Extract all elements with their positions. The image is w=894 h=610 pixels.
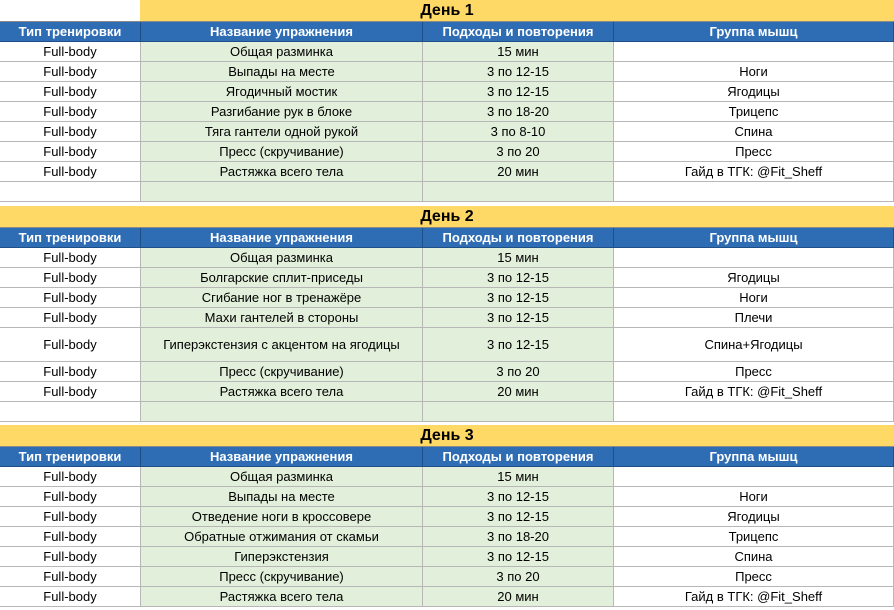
sets-cell: 3 по 12-15 [423,308,614,328]
column-header: Название упражнения [141,447,423,467]
exercise-cell: Растяжка всего тела [141,382,423,402]
type-cell: Full-body [0,547,141,567]
muscles-cell: Пресс [614,142,894,162]
column-header: Группа мышц [614,228,894,248]
sets-cell: 3 по 18-20 [423,527,614,547]
column-header: Название упражнения [141,228,423,248]
exercise-cell: Растяжка всего тела [141,587,423,607]
exercise-cell: Общая разминка [141,42,423,62]
muscles-cell: Ягодицы [614,82,894,102]
type-cell: Full-body [0,288,141,308]
type-cell: Full-body [0,362,141,382]
muscles-cell: Ноги [614,288,894,308]
type-cell: Full-body [0,82,141,102]
sets-cell: 3 по 18-20 [423,102,614,122]
exercise-cell: Гиперэкстензия [141,547,423,567]
exercise-cell: Общая разминка [141,248,423,268]
column-header: Группа мышц [614,447,894,467]
type-cell: Full-body [0,268,141,288]
muscles-cell: Плечи [614,308,894,328]
muscles-cell [614,42,894,62]
muscles-cell [614,402,894,422]
column-header: Тип тренировки [0,447,141,467]
sets-cell: 20 мин [423,162,614,182]
type-cell: Full-body [0,527,141,547]
type-cell: Full-body [0,248,141,268]
exercise-cell: Пресс (скручивание) [141,142,423,162]
sets-cell: 3 по 8-10 [423,122,614,142]
exercise-cell: Общая разминка [141,467,423,487]
exercise-cell: Отведение ноги в кроссовере [141,507,423,527]
exercise-cell: Ягодичный мостик [141,82,423,102]
muscles-cell: Спина+Ягодицы [614,328,894,362]
exercise-cell: Пресс (скручивание) [141,567,423,587]
sets-cell: 3 по 12-15 [423,62,614,82]
type-cell [0,182,141,202]
type-cell: Full-body [0,62,141,82]
type-cell: Full-body [0,382,141,402]
exercise-cell [141,182,423,202]
sets-cell [423,182,614,202]
sets-cell [423,402,614,422]
column-header: Группа мышц [614,22,894,42]
exercise-cell: Растяжка всего тела [141,162,423,182]
sets-cell: 3 по 12-15 [423,487,614,507]
exercise-cell: Выпады на месте [141,62,423,82]
column-header: Подходы и повторения [423,22,614,42]
type-cell: Full-body [0,102,141,122]
exercise-cell: Гиперэкстензия с акцентом на ягодицы [141,328,423,362]
sets-cell: 3 по 12-15 [423,507,614,527]
sets-cell: 15 мин [423,248,614,268]
type-cell [0,402,141,422]
exercise-cell: Сгибание ног в тренажёре [141,288,423,308]
exercise-cell: Махи гантелей в стороны [141,308,423,328]
type-cell: Full-body [0,42,141,62]
type-cell: Full-body [0,122,141,142]
sets-cell: 3 по 20 [423,567,614,587]
muscles-cell: Спина [614,547,894,567]
column-header: Подходы и повторения [423,447,614,467]
sets-cell: 20 мин [423,382,614,402]
type-cell: Full-body [0,567,141,587]
type-cell: Full-body [0,467,141,487]
day-title: День 2 [0,206,894,228]
muscles-cell: Трицепс [614,102,894,122]
muscles-cell: Пресс [614,567,894,587]
muscles-cell: Гайд в ТГК: @Fit_Sheff [614,382,894,402]
muscles-cell [614,467,894,487]
muscles-cell: Ягодицы [614,268,894,288]
exercise-cell: Выпады на месте [141,487,423,507]
sets-cell: 3 по 12-15 [423,547,614,567]
sets-cell: 3 по 12-15 [423,82,614,102]
sets-cell: 3 по 12-15 [423,328,614,362]
sets-cell: 3 по 20 [423,142,614,162]
exercise-cell: Тяга гантели одной рукой [141,122,423,142]
column-header: Название упражнения [141,22,423,42]
exercise-cell: Разгибание рук в блоке [141,102,423,122]
sets-cell: 3 по 12-15 [423,268,614,288]
sets-cell: 3 по 12-15 [423,288,614,308]
type-cell: Full-body [0,162,141,182]
sets-cell: 3 по 20 [423,362,614,382]
type-cell: Full-body [0,308,141,328]
muscles-cell [614,248,894,268]
sets-cell: 15 мин [423,42,614,62]
muscles-cell: Трицепс [614,527,894,547]
exercise-cell: Болгарские сплит-приседы [141,268,423,288]
muscles-cell: Спина [614,122,894,142]
muscles-cell: Ноги [614,487,894,507]
sets-cell: 15 мин [423,467,614,487]
muscles-cell: Гайд в ТГК: @Fit_Sheff [614,162,894,182]
muscles-cell: Пресс [614,362,894,382]
exercise-cell: Пресс (скручивание) [141,362,423,382]
muscles-cell [614,182,894,202]
exercise-cell: Обратные отжимания от скамьи [141,527,423,547]
type-cell: Full-body [0,487,141,507]
sets-cell: 20 мин [423,587,614,607]
type-cell: Full-body [0,507,141,527]
type-cell: Full-body [0,587,141,607]
day-title: День 3 [0,425,894,447]
type-cell: Full-body [0,328,141,362]
exercise-cell [141,402,423,422]
day-title: День 1 [0,0,894,22]
muscles-cell: Гайд в ТГК: @Fit_Sheff [614,587,894,607]
muscles-cell: Ноги [614,62,894,82]
column-header: Подходы и повторения [423,228,614,248]
column-header: Тип тренировки [0,228,141,248]
muscles-cell: Ягодицы [614,507,894,527]
column-header: Тип тренировки [0,22,141,42]
type-cell: Full-body [0,142,141,162]
